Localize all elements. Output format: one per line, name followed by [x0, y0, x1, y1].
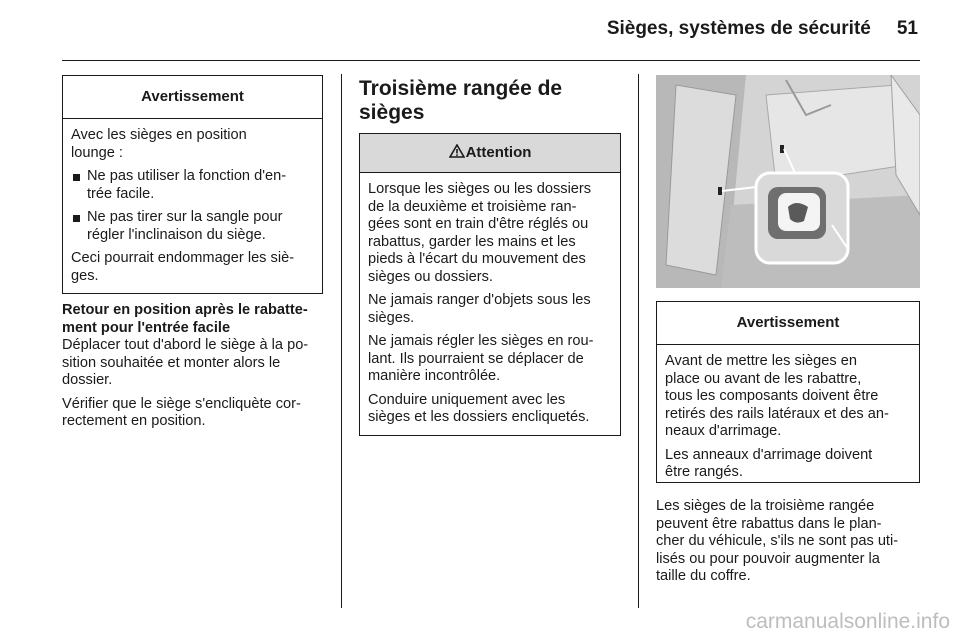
left-text [62, 302, 330, 437]
bullet-square-icon [73, 215, 80, 222]
paragraph: Lorsque les sièges ou les dossiers de la deuxième et troisième ran- gées sont en train d'être réglés ou rabattus, garder les mains et les pieds à l'écart du mouvement des sièges ou dossiers. [368, 181, 592, 285]
attention-box [359, 133, 621, 436]
watermark: carmanualsonline.info [745, 610, 950, 633]
paragraph: Avant de mettre les sièges en place ou avant de les rabattre, tous les composants doivent être retirés des rails latéraux et des an- neaux d'arrimage. [665, 353, 889, 439]
column-divider-left [341, 74, 342, 608]
warning-box-title: Avertissement [63, 76, 322, 119]
right-text [656, 498, 926, 592]
section-title: Sièges, systèmes de sécurité [606, 18, 871, 39]
warning-box-left [62, 75, 323, 294]
warning-triangle-icon [449, 144, 465, 158]
paragraph: Conduire uniquement avec les sièges et les dossiers encliquetés. [368, 391, 590, 425]
paragraph: Ne jamais régler les sièges en rou- lant. Ils pourraient se déplacer de manière incontrôlée. [368, 333, 594, 384]
page-number: 51 [896, 18, 918, 39]
warning-box-title: Avertissement [657, 302, 919, 345]
warning-note: Ceci pourrait endommager les siè- ges. [71, 250, 295, 284]
section-heading: Troisième rangée de sièges [359, 77, 563, 124]
paragraph: Ne jamais ranger d'objets sous les sièges. [368, 292, 591, 326]
attention-box-title: Attention [360, 134, 620, 173]
cargo-area-illustration-svg [656, 75, 920, 288]
warning-box-right [656, 301, 920, 483]
warning-box-body [63, 119, 322, 297]
paragraph: Déplacer tout d'abord le siège à la po- sition souhaitée et monter alors le dossier. [62, 337, 309, 388]
paragraph: Vérifier que le siège s'encliquète cor- rectement en position. [62, 395, 301, 429]
paragraph: Les anneaux d'arrimage doivent être rangés. [665, 446, 873, 480]
bullet-item: Ne pas tirer sur la sangle pour régler l'inclinaison du siège. [71, 209, 314, 244]
warning-intro: Avec les sièges en position lounge : [71, 127, 247, 161]
subheading: Retour en position après le rabatte- ment pour l'entrée facile [62, 302, 308, 336]
header-rule [62, 60, 920, 61]
page-header [607, 18, 918, 40]
column-divider-right [638, 74, 639, 608]
attention-box-body [360, 173, 620, 439]
cargo-area-illustration [656, 75, 920, 288]
paragraph: Les sièges de la troisième rangée peuvent être rabattus dans le plan- cher du véhicule, s'ils ne sont pas uti- lisés ou pour pouvoir augmenter la taille du coffre. [656, 498, 899, 584]
bullet-item: Ne pas utiliser la fonction d'en- trée facile. [71, 168, 314, 203]
warning-box-body [657, 345, 919, 494]
bullet-square-icon [73, 174, 80, 181]
